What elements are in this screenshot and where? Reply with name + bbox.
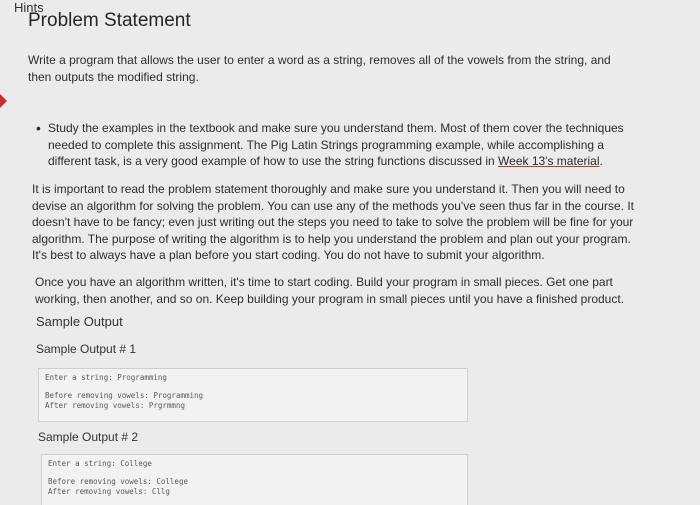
sample-output-2-code xyxy=(41,454,468,505)
code-line: Enter a string: College xyxy=(48,459,152,468)
sample-output-1-code xyxy=(38,368,468,422)
code-line: Before removing vowels: College xyxy=(48,477,188,486)
current-section-marker-icon xyxy=(0,94,7,108)
bullet-icon: • xyxy=(36,120,41,136)
hint-text-end: . xyxy=(599,154,603,168)
coding-paragraph: Once you have an algorithm written, it's time to start coding. Build your program in small pieces. Get one part working, then another, and so on. Keep building your program in small pieces until you have a finished product. xyxy=(35,275,625,306)
algorithm-paragraph: It is important to read the problem statement thoroughly and make sure you understand it. Then you will need to devise an algorithm for solving the problem. You can use any of the methods you've seen thus far in the course. It doesn't have to be fancy; even just writing out the steps you need to take to solve the problem will be fine for your algorithm. The purpose of writing the algorithm is to help you understand the problem and plan out your program. It's best to always have a plan before you start coding. You do not have to submit your algorithm. xyxy=(32,182,634,262)
assignment-page xyxy=(14,0,700,505)
sample-output-2-label: Sample Output # 2 xyxy=(38,430,139,444)
code-line: Enter a string: Programming xyxy=(45,373,167,382)
code-line: After removing vowels: Cllg xyxy=(48,487,170,496)
sample-output-heading: Sample Output xyxy=(36,314,123,329)
hints-label: Hints xyxy=(14,0,44,15)
page-title: Problem Statement xyxy=(28,10,191,31)
code-line: After removing vowels: Prgrmmng xyxy=(45,401,185,410)
hint-text xyxy=(48,120,628,170)
hint-text-body: Study the examples in the textbook and make sure you understand them. Most of them cover the techniques needed to complete this assignment. The Pig Latin Strings programming example, while accomplishing a different task, is a very good example of how to use the string functions discussed in xyxy=(48,121,624,168)
week-13-material-link[interactable]: Week 13's material xyxy=(498,154,600,168)
problem-intro: Write a program that allows the user to enter a word as a string, removes all of the vowels from the string, and then outputs the modified string. xyxy=(28,53,611,84)
sample-output-1-label: Sample Output # 1 xyxy=(36,342,137,356)
code-line: Before removing vowels: Programming xyxy=(45,391,204,400)
